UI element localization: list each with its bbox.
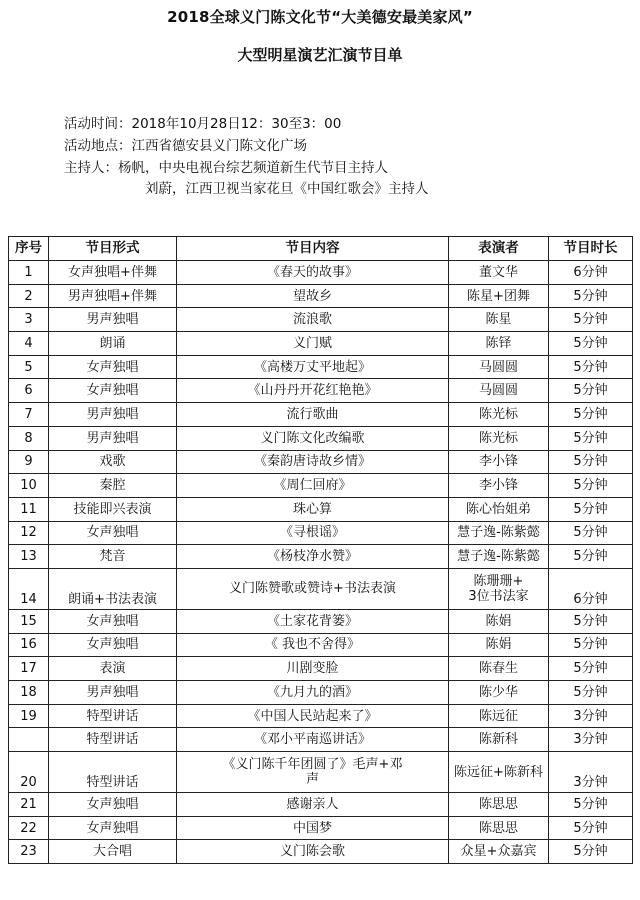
program-no: 23 (9, 840, 49, 864)
table-row (9, 793, 633, 817)
program-duration: 5分钟 (549, 793, 633, 817)
program-content: 《 我也不舍得》 (177, 633, 449, 657)
program-content: 义门赋 (177, 332, 449, 356)
program-content: 望故乡 (177, 284, 449, 308)
program-duration: 5分钟 (549, 521, 633, 545)
column-header-form: 节目形式 (49, 237, 177, 261)
program-duration: 5分钟 (549, 681, 633, 705)
program-duration: 5分钟 (549, 609, 633, 633)
program-form: 女声独唱 (49, 793, 177, 817)
program-duration: 5分钟 (549, 332, 633, 356)
program-no: 14 (9, 568, 49, 609)
program-performer: 陈光标 (449, 403, 549, 427)
table-row (9, 840, 633, 864)
program-table (8, 236, 633, 864)
program-duration: 6分钟 (549, 568, 633, 609)
program-content: 《九月九的酒》 (177, 681, 449, 705)
program-form: 男声独唱 (49, 426, 177, 450)
program-form: 女声独唱 (49, 633, 177, 657)
program-performer: 慧子逸-陈紫懿 (449, 521, 549, 545)
program-no: 20 (9, 752, 49, 793)
program-form: 特型讲话 (49, 752, 177, 793)
column-header-no: 序号 (9, 237, 49, 261)
program-form: 朗诵+书法表演 (49, 568, 177, 609)
program-form: 朗诵 (49, 332, 177, 356)
column-header-content: 节目内容 (177, 237, 449, 261)
program-performer: 陈思思 (449, 793, 549, 817)
program-form: 梵音 (49, 545, 177, 569)
program-duration: 5分钟 (549, 379, 633, 403)
program-performer: 陈星 (449, 308, 549, 332)
table-row (9, 261, 633, 285)
program-content: 《寻根谣》 (177, 521, 449, 545)
program-duration: 6分钟 (549, 261, 633, 285)
event-time (64, 112, 341, 132)
program-content: 珠心算 (177, 497, 449, 521)
column-header-performer: 表演者 (449, 237, 549, 261)
program-duration: 5分钟 (549, 403, 633, 427)
program-duration: 5分钟 (549, 308, 633, 332)
program-duration: 5分钟 (549, 545, 633, 569)
table-header-row (9, 237, 633, 261)
table-row (9, 284, 633, 308)
program-content: 义门陈赞歌或赞诗+书法表演 (177, 568, 449, 609)
program-content: 《杨枝净水赞》 (177, 545, 449, 569)
program-form: 秦腔 (49, 474, 177, 498)
program-no: 19 (9, 704, 49, 728)
table-row (9, 497, 633, 521)
table-row (9, 568, 633, 609)
program-content: 流浪歌 (177, 308, 449, 332)
program-form: 男声独唱+伴舞 (49, 284, 177, 308)
program-form: 女声独唱 (49, 816, 177, 840)
program-no: 2 (9, 284, 49, 308)
program-content: 中国梦 (177, 816, 449, 840)
table-row (9, 308, 633, 332)
column-header-duration: 节目时长 (549, 237, 633, 261)
program-table-body (9, 261, 633, 864)
program-form: 戏歌 (49, 450, 177, 474)
program-content: 《周仁回府》 (177, 474, 449, 498)
program-content: 《义门陈千年团圆了》毛声+邓 声 (177, 752, 449, 793)
event-host (64, 156, 388, 176)
program-performer: 慧子逸-陈紫懿 (449, 545, 549, 569)
event-host-1: 杨帆，中央电视台综艺频道新生代节目主持人 (118, 160, 388, 176)
program-duration: 5分钟 (549, 816, 633, 840)
program-no: 13 (9, 545, 49, 569)
program-performer: 众星+众嘉宾 (449, 840, 549, 864)
program-form: 男声独唱 (49, 403, 177, 427)
table-row (9, 681, 633, 705)
program-duration: 5分钟 (549, 474, 633, 498)
program-form: 大合唱 (49, 840, 177, 864)
program-content: 《秦韵唐诗故乡情》 (177, 450, 449, 474)
page-title: 2018全球义门陈文化节“大美德安最美家风” (167, 8, 473, 26)
program-no: 6 (9, 379, 49, 403)
program-performer: 陈铎 (449, 332, 549, 356)
table-row (9, 704, 633, 728)
program-no: 4 (9, 332, 49, 356)
program-no: 1 (9, 261, 49, 285)
program-duration: 3分钟 (549, 752, 633, 793)
event-place-label: 活动地点： (64, 138, 132, 154)
program-content: 义门陈文化改编歌 (177, 426, 449, 450)
program-performer: 陈新科 (449, 728, 549, 752)
program-performer: 李小锋 (449, 474, 549, 498)
program-performer: 陈星+团舞 (449, 284, 549, 308)
program-no: 3 (9, 308, 49, 332)
table-row (9, 379, 633, 403)
program-content: 《高楼万丈平地起》 (177, 355, 449, 379)
program-content: 感谢亲人 (177, 793, 449, 817)
program-form: 女声独唱+伴舞 (49, 261, 177, 285)
program-no: 18 (9, 681, 49, 705)
table-row (9, 816, 633, 840)
table-row (9, 450, 633, 474)
event-time-label: 活动时间： (64, 116, 132, 132)
program-no: 22 (9, 816, 49, 840)
program-no: 7 (9, 403, 49, 427)
program-form: 技能即兴表演 (49, 497, 177, 521)
event-place-value: 江西省德安县义门陈文化广场 (131, 138, 307, 154)
program-duration: 5分钟 (549, 450, 633, 474)
table-row (9, 355, 633, 379)
program-performer: 马圆圆 (449, 379, 549, 403)
program-performer: 马圆圆 (449, 355, 549, 379)
program-content: 流行歌曲 (177, 403, 449, 427)
program-performer: 陈光标 (449, 426, 549, 450)
program-performer: 陈远征+陈新科 (449, 752, 549, 793)
program-duration: 3分钟 (549, 704, 633, 728)
table-row (9, 609, 633, 633)
program-content: 《山丹丹开花红艳艳》 (177, 379, 449, 403)
table-row (9, 728, 633, 752)
table-row (9, 633, 633, 657)
program-no: 11 (9, 497, 49, 521)
program-content: 《春天的故事》 (177, 261, 449, 285)
program-duration: 5分钟 (549, 657, 633, 681)
program-duration: 5分钟 (549, 284, 633, 308)
program-no: 10 (9, 474, 49, 498)
event-host-label: 主持人： (64, 160, 118, 176)
program-form: 女声独唱 (49, 521, 177, 545)
program-duration: 5分钟 (549, 355, 633, 379)
table-row (9, 657, 633, 681)
table-row (9, 332, 633, 356)
program-performer: 陈娟 (449, 633, 549, 657)
program-performer: 陈春生 (449, 657, 549, 681)
event-place (64, 134, 307, 154)
program-duration: 5分钟 (549, 840, 633, 864)
program-form: 女声独唱 (49, 355, 177, 379)
program-performer: 李小锋 (449, 450, 549, 474)
program-no: 5 (9, 355, 49, 379)
program-performer: 董文华 (449, 261, 549, 285)
table-row (9, 403, 633, 427)
program-content: 义门陈会歌 (177, 840, 449, 864)
table-row (9, 545, 633, 569)
program-no: 16 (9, 633, 49, 657)
program-no: 12 (9, 521, 49, 545)
program-duration: 5分钟 (549, 633, 633, 657)
program-content: 《土家花背篓》 (177, 609, 449, 633)
event-time-value: 2018年10月28日12：30至3：00 (131, 116, 342, 132)
program-form: 特型讲话 (49, 704, 177, 728)
program-form: 特型讲话 (49, 728, 177, 752)
table-row (9, 521, 633, 545)
program-no: 9 (9, 450, 49, 474)
program-duration: 3分钟 (549, 728, 633, 752)
table-row (9, 752, 633, 793)
event-host-2: 刘蔚，江西卫视当家花旦《中国红歌会》主持人 (145, 181, 429, 197)
program-performer: 陈少华 (449, 681, 549, 705)
page-subtitle: 大型明星演艺汇演节目单 (237, 46, 403, 64)
program-duration: 5分钟 (549, 497, 633, 521)
program-form: 女声独唱 (49, 379, 177, 403)
program-no: 15 (9, 609, 49, 633)
program-content: 《中国人民站起来了》 (177, 704, 449, 728)
program-no: 17 (9, 657, 49, 681)
program-content: 川剧变脸 (177, 657, 449, 681)
program-performer: 陈娟 (449, 609, 549, 633)
program-no: 8 (9, 426, 49, 450)
program-form: 男声独唱 (49, 681, 177, 705)
program-performer: 陈珊珊+ 3位书法家 (449, 568, 549, 609)
program-duration: 5分钟 (549, 426, 633, 450)
program-form: 表演 (49, 657, 177, 681)
program-form: 男声独唱 (49, 308, 177, 332)
table-row (9, 426, 633, 450)
program-no (9, 728, 49, 752)
program-performer: 陈心怡姐弟 (449, 497, 549, 521)
program-performer: 陈思思 (449, 816, 549, 840)
program-form: 女声独唱 (49, 609, 177, 633)
program-content: 《邓小平南巡讲话》 (177, 728, 449, 752)
table-row (9, 474, 633, 498)
program-performer: 陈远征 (449, 704, 549, 728)
program-no: 21 (9, 793, 49, 817)
